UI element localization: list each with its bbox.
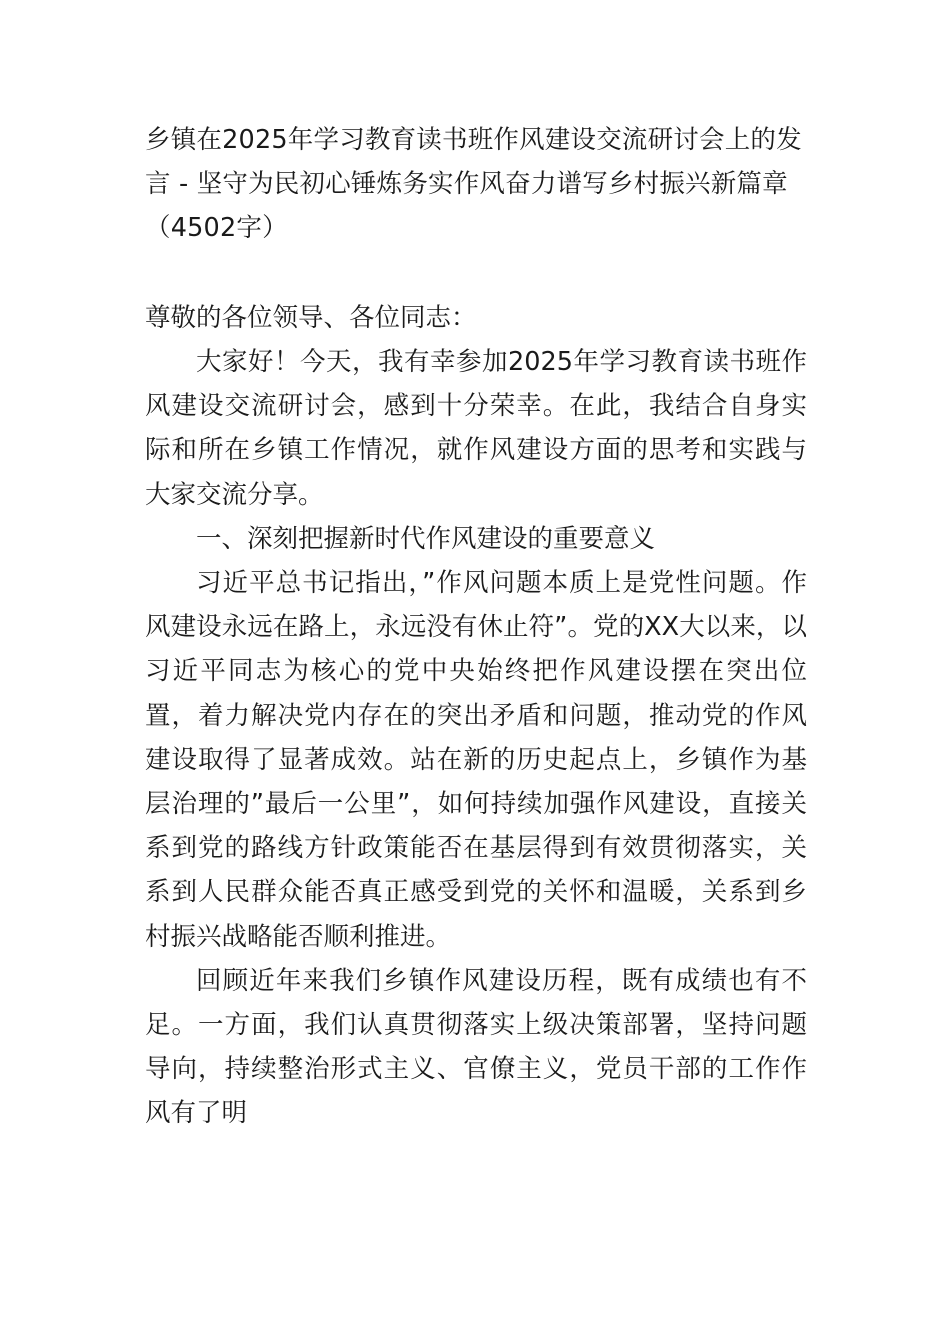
salutation: 尊敬的各位领导、各位同志： (145, 303, 477, 333)
paragraph-greeting: 大家好！今天，我有幸参加2025年学习教育读书班作风建设交流研讨会，感到十分荣幸。在此，我结合自身实际和所在乡镇工作情况，就作风建设方面的思考和实践与大家交流分享。 (145, 347, 807, 510)
document-page (145, 118, 807, 1136)
document-title: 乡镇在2025年学习教育读书班作风建设交流研讨会上的发言 - 坚守为民初心锤炼务实作风奋力谱写乡村振兴新篇章（4502字） (145, 125, 802, 243)
paragraph-quote: 习近平总书记指出，”作风问题本质上是党性问题。作风建设永远在路上，永远没有休止符”。党的XX大以来，以习近平同志为核心的党中央始终把作风建设摆在突出位置，着力解决党内存在的突出矛盾和问题，推动党的作风建设取得了显著成效。站在新的历史起点上，乡镇作为基层治理的”最后一公里”，如何持续加强作风建设，直接关系到党的路线方针政策能否在基层得到有效贯彻落实，关系到人民群众能否真正感受到党的关怀和温暖，关系到乡村振兴战略能否顺利推进。 (145, 568, 807, 952)
section-heading-1: 一、深刻把握新时代作风建设的重要意义 (196, 523, 656, 554)
paragraph-review: 回顾近年来我们乡镇作风建设历程，既有成绩也有不足。一方面，我们认真贯彻落实上级决策部署，坚持问题导向，持续整治形式主义、官僚主义，党员干部的工作作风有了明 (145, 965, 807, 1129)
